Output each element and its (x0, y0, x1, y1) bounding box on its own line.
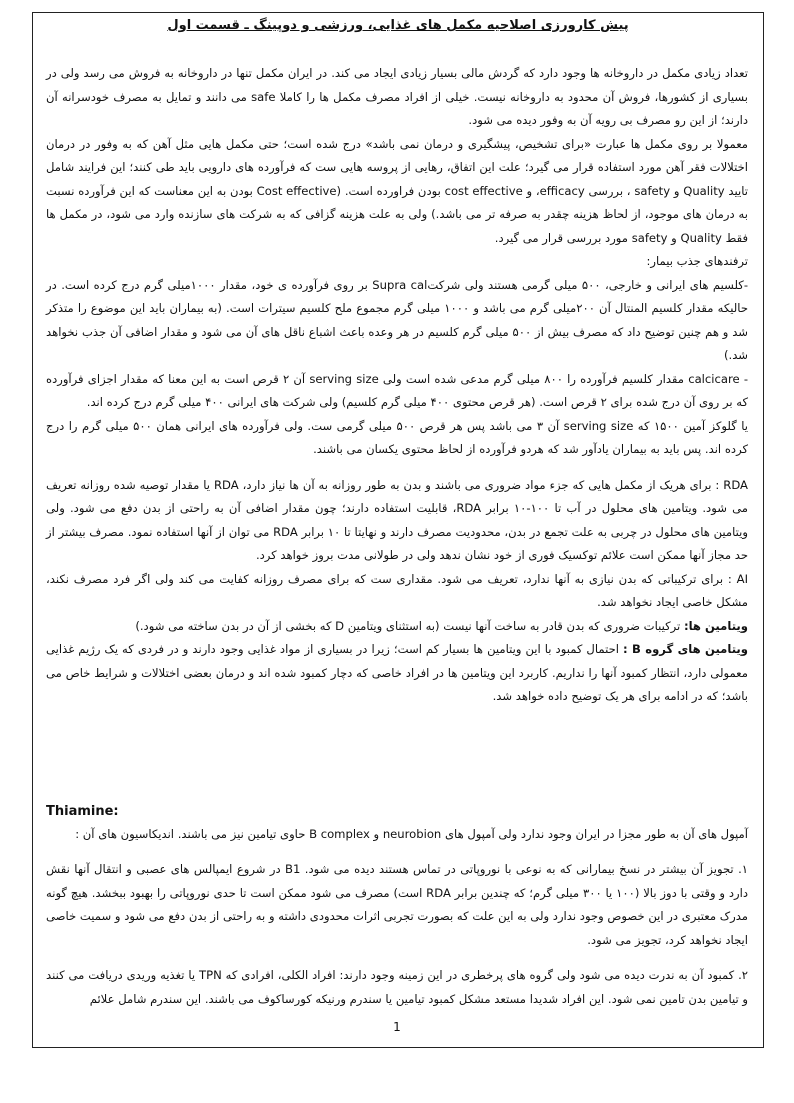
paragraph-thiamine-ampoules: آمپول های آن به طور مجزا در ایران وجود ندارد ولی آمپول های neurobion و B complex حاوی تیامین نیز می باشند. اندیکاسیون های آن : (75, 826, 748, 841)
paragraph-rda: RDA : برای هریک از مکمل هایی که جزء مواد ضروری می باشند و بدن به طور روزانه به آن ها نیاز دارد، RDA یا مقدار توصیه شده روزانه تعریف می شود. ویتامین های محلول در آب تا ۱۰۰-۱۰ برابر RDA، قابلیت استفاده دارند؛ چون مقدار اضافی آن به راحتی از بدن دفع می شود. ولی ویتامین های محلول در چربی به علت تجمع در بدن، محدودیت مصرف دارند و نهایتا تا ۱۰ برابر RDA می توان از آنها استفاده نمود. مصرف بیشتر از حد مجاز آنها ممکن است علائم توکسیک فوری از خود نشان ندهد ولی در طولانی مدت بروز خواهد کرد. (46, 477, 748, 562)
paragraph-thiamine-indication-2: ۲. کمبود آن به ندرت دیده می شود ولی گروه های پرخطری در این زمینه وجود دارند: افراد الکلی، افرادی که TPN یا تغذیه وریدی دریافت می کنند و تیامین بدن تامین نمی شود. این افراد شدیدا مستعد مشکل کمبود تیامین یا سندرم ورنیکه کورساکوف می باشند. این سندرم شامل علائم (46, 968, 749, 1006)
document-body (46, 62, 748, 1011)
paragraph-ai: AI : برای ترکیباتی که بدن نیازی به آنها ندارد، تعریف می شود. مقداری ست که برای مصرف روزانه کفایت می کند ولی اگر فرد مصرف نکند، مشکل خاصی ایجاد نخواهد شد. (46, 571, 748, 609)
thiamine-heading: Thiamine: (46, 803, 119, 819)
paragraph-vitamin-b (46, 638, 748, 709)
paragraph-tricks-heading: ترفندهای جذب بیمار: (646, 254, 748, 268)
vitamins-text: ترکیبات ضروری که بدن قادر به ساخت آنها نیست (به استثنای ویتامین D که بخشی از آن در بدن ساخته می شود.) (135, 618, 684, 633)
paragraph-calcicare: - calcicare مقدار کلسیم فرآورده را ۸۰۰ میلی گرم مدعی شده است ولی serving size آن ۲ قرص است به این معنا که مقدار اجزای فرآورده که بر روی آن درج شده برای ۲ قرص است. (هر قرص محتوی ۴۰۰ میلی گرم کلسیم) ولی شرکت های ایرانی ۴۰۰ میلی گرم درج کرده اند. (46, 371, 749, 409)
paragraph-thiamine-indication-1: ۱. تجویز آن بیشتر در نسخ بیمارانی که به نوعی با نوروپاتی در تماس هستند دیده می شود. B1 در شروع ایمپالس های عصبی و انتقال آنها نقش دارد و وقتی با دوز بالا (۱۰۰ یا ۳۰۰ میلی گرم؛ که چندین برابر RDA است) مصرف می شود ممکن است تا حدی نوروپاتی را بهبود ببخشد. هیچ گونه مدرک معتبری در این خصوص وجود ندارد ولی به این علت که بصورت تجربی اثرات محدودی داشته و به راحتی از بدن دفع می شود و سمیت خاصی ایجاد نخواهد کرد، تجویز می شود. (46, 862, 748, 947)
vitamins-label: ویتامین ها: (683, 618, 748, 633)
paragraph-vitamins (46, 615, 748, 639)
paragraph-intro: تعداد زیادی مکمل در داروخانه ها وجود دارد که گردش مالی بسیار زیادی ایجاد می کند. در ایران مکمل تنها در داروخانه به فروش می رسد ولی در بسیاری از کشورها، فروش آن محدود به داروخانه نیست. خیلی از افراد مصرف مکمل ها را کاملا safe می دانند و تمایل به مصرف خودسرانه آن دارند؛ از این رو مصرف بی رویه آن به وفور دیده می شود. (46, 66, 748, 127)
paragraph-labeling: معمولا بر روی مکمل ها عبارت «برای تشخیص، پیشگیری و درمان نمی باشد» درج شده است؛ حتی مکمل هایی مثل آهن که به وفور در درمان اختلالات فقر آهن مورد استفاده قرار می گیرد؛ علت این اتفاق، رهایی از پروسه هایی ست که فرآورده های دارویی باید طی کنند؛ این فرایند شامل تایید Quality و safety ، بررسی efficacy، و cost effective بودن فراورده است. (Cost effective بودن به این معناست که این فرآورده نسبت به درمان های موجود، از لحاظ هزینه چقدر به صرفه تر می باشد.) ولی به علت هزینه گزافی که به شرکت های سازنده وارد می شود، در مکمل ها فقط Quality و safety مورد بررسی قرار می گیرد. (46, 136, 748, 245)
document-title: پیش کارورزی اصلاحیه مکمل های غذایی، ورزشی و دوپینگ ـ قسمت اول (167, 18, 629, 33)
vitamin-b-text: احتمال کمبود با این ویتامین ها بسیار کم است؛ زیرا در بسیاری از مواد غذایی وجود دارند و در فردی که یک رژیم غذایی معمولی دارد، انتظار کمبود آنها را نداریم. کاربرد این ویتامین ها در افراد خاصی که دچار کمبود شده اند و درمان بعضی اختلالات و شرایط خاص می باشد؛ که در ادامه برای هر یک توضیح داده خواهد شد. (46, 642, 748, 703)
vitamin-b-label: ویتامین های گروه B : (623, 642, 748, 656)
paragraph-supracal: -کلسیم های ایرانی و خارجی، ۵۰۰ میلی گرمی هستند ولی شرکتSupra cal بر روی فرآورده ی خود، مقدار ۱۰۰۰میلی گرم درج کرده است. در حالیکه مقدار کلسیم المنتال آن ۲۰۰میلی گرم می باشد و ۱۰۰۰ میلی گرم مجموع ملح کلسیم سیترات است. (به بیماران باید این موضوع را متذکر شد و هم چنین توضیح داد که مصرف بیش از ۵۰۰ میلی گرم کلسیم در هر وعده باعث اشباع ناقل های آن می شود و مقدار اضافی آن جذب نخواهد شد.) (46, 277, 749, 362)
paragraph-glucosamine: یا گلوکز آمین ۱۵۰۰ که serving size آن ۳ می باشد پس هر قرص ۵۰۰ میلی گرمی ست. ولی فرآورده های ایرانی همان ۵۰۰ میلی گرم را درج کرده اند. پس باید به بیماران یادآور شد که هردو فرآورده از لحاظ محتوی یکسان می باشند. (46, 418, 748, 456)
page-number: 1 (393, 1020, 401, 1034)
